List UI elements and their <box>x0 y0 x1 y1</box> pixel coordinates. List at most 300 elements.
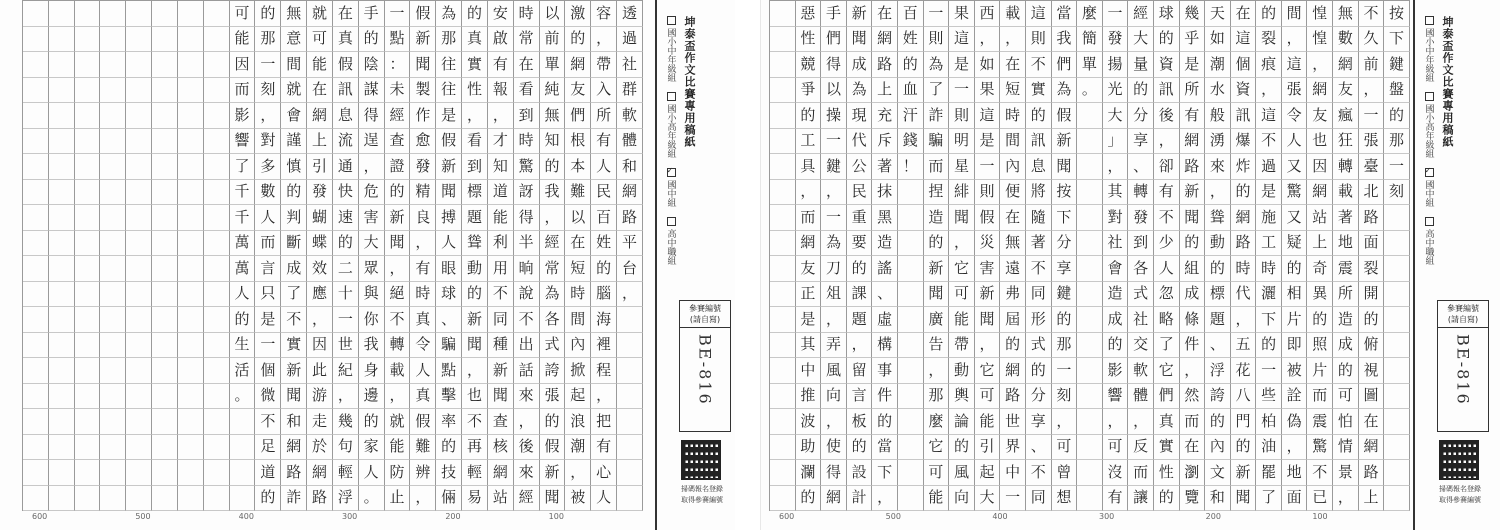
entry-label-text: 參賽編號 <box>1447 304 1479 313</box>
manuscript-cell: 實 <box>1154 435 1180 461</box>
manuscript-cell <box>204 78 230 104</box>
manuscript-cell: 常 <box>514 27 540 53</box>
grade-option[interactable] <box>663 92 679 158</box>
checkbox-icon[interactable] <box>1425 217 1434 226</box>
manuscript-cell: 間 <box>281 52 307 78</box>
manuscript-cell: 久 <box>1359 27 1385 53</box>
manuscript-cell: 已 <box>1307 486 1333 512</box>
manuscript-cell: 聞 <box>949 205 975 231</box>
manuscript-cell: 時 <box>410 282 436 308</box>
manuscript-cell: 製 <box>410 78 436 104</box>
manuscript-cell: 的 <box>1128 78 1154 104</box>
manuscript-cell: 推 <box>796 384 822 410</box>
manuscript-cell: 人 <box>591 154 617 180</box>
manuscript-cell: ， <box>1359 78 1385 104</box>
manuscript-cell <box>178 129 204 155</box>
manuscript-cell: 俎 <box>821 282 847 308</box>
manuscript-cell: 隨 <box>1026 205 1052 231</box>
manuscript-cell: 花 <box>1231 358 1257 384</box>
manuscript-cell: 而 <box>1307 384 1333 410</box>
manuscript-cell: 路 <box>1000 384 1026 410</box>
manuscript-cell: 享 <box>1052 256 1078 282</box>
manuscript-cell <box>126 256 152 282</box>
manuscript-cell <box>100 78 126 104</box>
manuscript-cell: ， <box>617 282 643 308</box>
manuscript-cell: 姓 <box>591 231 617 257</box>
manuscript-cell: 民 <box>591 180 617 206</box>
manuscript-cell: ， <box>255 103 281 129</box>
manuscript-cell: 發 <box>1103 27 1129 53</box>
manuscript-cell <box>898 460 924 486</box>
manuscript-cell <box>126 460 152 486</box>
manuscript-cell: 民 <box>847 180 873 206</box>
manuscript-cell <box>23 205 49 231</box>
scale-label: 500 <box>135 512 151 521</box>
manuscript-cell: 新 <box>436 154 462 180</box>
manuscript-cell <box>152 154 178 180</box>
manuscript-cell <box>898 435 924 461</box>
manuscript-cell: 在 <box>1000 205 1026 231</box>
manuscript-cell: 件 <box>1180 333 1206 359</box>
manuscript-cell: 式 <box>1026 333 1052 359</box>
manuscript-cell: 幾 <box>333 409 359 435</box>
manuscript-cell: 一 <box>1052 358 1078 384</box>
manuscript-cell: 動 <box>462 256 488 282</box>
manuscript-cell: 各 <box>540 307 566 333</box>
manuscript-cell: 的 <box>540 154 566 180</box>
manuscript-cell <box>178 256 204 282</box>
manuscript-cell: 的 <box>1154 27 1180 53</box>
manuscript-cell: 張 <box>540 384 566 410</box>
manuscript-cell: 計 <box>847 486 873 512</box>
manuscript-cell: 生 <box>230 333 256 359</box>
manuscript-cell <box>23 154 49 180</box>
manuscript-cell: 造 <box>924 205 950 231</box>
manuscript-cell: 於 <box>307 435 333 461</box>
manuscript-cell <box>617 384 643 410</box>
manuscript-cell: 訝 <box>514 180 540 206</box>
manuscript-cell: 點 <box>436 358 462 384</box>
grade-option[interactable] <box>1421 217 1437 265</box>
manuscript-cell: 真 <box>462 27 488 53</box>
manuscript-cell: 動 <box>949 358 975 384</box>
manuscript-cell: 具 <box>796 154 822 180</box>
manuscript-cell <box>49 307 75 333</box>
manuscript-cell: 邊 <box>359 384 385 410</box>
manuscript-cell: 的 <box>1307 307 1333 333</box>
manuscript-cell: 帶 <box>949 333 975 359</box>
manuscript-cell: 出 <box>514 333 540 359</box>
manuscript-cell <box>898 333 924 359</box>
manuscript-cell: 下 <box>1052 205 1078 231</box>
manuscript-cell: 一 <box>1384 154 1410 180</box>
manuscript-cell: 網 <box>1307 180 1333 206</box>
grade-label: 國小中年級組 <box>1423 28 1434 82</box>
manuscript-cell <box>23 384 49 410</box>
manuscript-cell <box>204 52 230 78</box>
manuscript-cell: 條 <box>1180 307 1206 333</box>
manuscript-cell: ， <box>924 358 950 384</box>
checked-box-icon[interactable] <box>667 168 676 177</box>
manuscript-cell: 種 <box>488 333 514 359</box>
manuscript-cell: 真 <box>1154 409 1180 435</box>
manuscript-cell <box>770 205 796 231</box>
manuscript-cell: 速 <box>333 205 359 231</box>
scale-label: 300 <box>1099 512 1115 521</box>
manuscript-cell: 地 <box>1333 231 1359 257</box>
manuscript-cell: 網 <box>307 460 333 486</box>
manuscript-cell: 油 <box>1256 435 1282 461</box>
manuscript-cell: 轉 <box>1128 180 1154 206</box>
manuscript-cell <box>126 78 152 104</box>
manuscript-cell: 無 <box>281 1 307 27</box>
manuscript-cell: 的 <box>796 486 822 512</box>
manuscript-cell: 門 <box>1231 409 1257 435</box>
manuscript-cell: 影 <box>230 103 256 129</box>
manuscript-cell <box>23 1 49 27</box>
manuscript-cell: 不 <box>1359 1 1385 27</box>
manuscript-cell: 使 <box>821 435 847 461</box>
manuscript-cell: 不 <box>385 307 411 333</box>
manuscript-cell: 走 <box>307 409 333 435</box>
manuscript-cell: 短 <box>1000 78 1026 104</box>
manuscript-cell: 虛 <box>872 307 898 333</box>
manuscript-cell <box>23 307 49 333</box>
manuscript-cell: 不 <box>1256 129 1282 155</box>
manuscript-cell: 網 <box>1307 78 1333 104</box>
grade-option[interactable] <box>663 168 679 207</box>
manuscript-cell <box>178 460 204 486</box>
manuscript-cell: 的 <box>1282 256 1308 282</box>
manuscript-cell: 性 <box>462 78 488 104</box>
manuscript-cell: ， <box>1205 180 1231 206</box>
manuscript-cell <box>204 180 230 206</box>
manuscript-cell <box>100 358 126 384</box>
manuscript-cell: 謠 <box>872 256 898 282</box>
manuscript-cell: 的 <box>1359 307 1385 333</box>
checkbox-icon[interactable] <box>1425 16 1434 25</box>
manuscript-cell <box>100 384 126 410</box>
manuscript-cell <box>178 435 204 461</box>
manuscript-cell: 作 <box>410 103 436 129</box>
manuscript-cell: 詮 <box>1282 384 1308 410</box>
manuscript-cell <box>230 435 256 461</box>
checked-box-icon[interactable] <box>1425 168 1434 177</box>
manuscript-cell <box>152 333 178 359</box>
manuscript-cell: 聞 <box>410 52 436 78</box>
manuscript-cell: 是 <box>1256 180 1282 206</box>
manuscript-cell <box>100 231 126 257</box>
manuscript-cell: 新 <box>540 460 566 486</box>
manuscript-cell: 把 <box>591 409 617 435</box>
manuscript-cell: 以 <box>821 78 847 104</box>
entry-number: BE-816 <box>1453 334 1473 406</box>
manuscript-cell: 良 <box>410 205 436 231</box>
manuscript-cell: 往 <box>436 52 462 78</box>
manuscript-cell: 才 <box>488 129 514 155</box>
manuscript-cell: ， <box>591 384 617 410</box>
manuscript-cell <box>100 460 126 486</box>
manuscript-cell: 報 <box>488 78 514 104</box>
manuscript-cell: 如 <box>975 52 1001 78</box>
manuscript-cell: ， <box>975 27 1001 53</box>
manuscript-cell: 它 <box>924 435 950 461</box>
manuscript-cell <box>204 282 230 308</box>
manuscript-cell: 浪 <box>565 409 591 435</box>
manuscript-cell: 擊 <box>436 384 462 410</box>
manuscript-cell: 和 <box>617 154 643 180</box>
manuscript-cell: 可 <box>975 384 1001 410</box>
manuscript-cell: 新 <box>924 256 950 282</box>
manuscript-cell: 式 <box>1128 282 1154 308</box>
grade-option[interactable] <box>1421 92 1437 158</box>
grade-option[interactable] <box>1421 16 1437 82</box>
manuscript-cell: 可 <box>1103 435 1129 461</box>
manuscript-cell: 世 <box>1000 409 1026 435</box>
manuscript-cell: 著 <box>872 154 898 180</box>
manuscript-cell <box>49 384 75 410</box>
manuscript-cell: 網 <box>307 103 333 129</box>
manuscript-cell <box>75 282 101 308</box>
manuscript-cell: 曾 <box>1052 460 1078 486</box>
manuscript-cell: 蝴 <box>307 205 333 231</box>
manuscript-cell: 以 <box>540 1 566 27</box>
manuscript-cell: 動 <box>1205 231 1231 257</box>
grade-option[interactable] <box>663 217 679 265</box>
manuscript-cell: 經 <box>1128 1 1154 27</box>
manuscript-cell <box>152 103 178 129</box>
manuscript-cell: 開 <box>1359 282 1385 308</box>
scale-label: 100 <box>1312 512 1328 521</box>
manuscript-cell: 果 <box>975 78 1001 104</box>
manuscript-cell: ！ <box>898 154 924 180</box>
manuscript-cell: 能 <box>307 52 333 78</box>
manuscript-cell: 了 <box>1256 486 1282 512</box>
manuscript-cell: 分 <box>1026 384 1052 410</box>
manuscript-cell: 了 <box>281 282 307 308</box>
manuscript-cell: 數 <box>255 180 281 206</box>
manuscript-cell <box>770 358 796 384</box>
grade-option[interactable] <box>1421 168 1437 207</box>
manuscript-cell: 這 <box>1282 52 1308 78</box>
manuscript-cell: 些 <box>1256 384 1282 410</box>
manuscript-cell: 八 <box>1231 384 1257 410</box>
manuscript-cell <box>178 282 204 308</box>
qr-caption <box>1425 484 1495 506</box>
manuscript-cell: 的 <box>255 1 281 27</box>
manuscript-cell: 瀾 <box>796 460 822 486</box>
manuscript-cell: ， <box>462 358 488 384</box>
manuscript-cell <box>898 282 924 308</box>
manuscript-cell: 則 <box>975 180 1001 206</box>
manuscript-cell: 代 <box>847 129 873 155</box>
manuscript-cell: 謀 <box>359 78 385 104</box>
qr-caption-line-2: 取得參賽編號 <box>1439 496 1481 504</box>
scale-label: 100 <box>548 512 564 521</box>
manuscript-cell <box>617 435 643 461</box>
manuscript-cell: 掀 <box>565 358 591 384</box>
manuscript-cell <box>1077 460 1103 486</box>
manuscript-cell: ， <box>410 231 436 257</box>
manuscript-cell: 個 <box>255 358 281 384</box>
manuscript-cell <box>49 52 75 78</box>
manuscript-cell: 的 <box>462 1 488 27</box>
manuscript-cell: 題 <box>1205 307 1231 333</box>
manuscript-cell: 圖 <box>1359 384 1385 410</box>
manuscript-cell: 的 <box>540 409 566 435</box>
manuscript-cell <box>204 129 230 155</box>
manuscript-cell: 千 <box>230 205 256 231</box>
manuscript-cell <box>23 435 49 461</box>
manuscript-cell: 能 <box>975 409 1001 435</box>
manuscript-cell: 柏 <box>1256 409 1282 435</box>
manuscript-cell: 聳 <box>1205 205 1231 231</box>
manuscript-cell: 浮 <box>333 486 359 512</box>
manuscript-cell <box>204 205 230 231</box>
manuscript-cell: 經 <box>385 103 411 129</box>
manuscript-cell: 的 <box>1154 486 1180 512</box>
manuscript-cell: 能 <box>385 435 411 461</box>
manuscript-cell: 就 <box>281 78 307 104</box>
manuscript-cell <box>1384 384 1410 410</box>
manuscript-cell: 得 <box>514 205 540 231</box>
manuscript-cell: 辨 <box>410 460 436 486</box>
manuscript-cell: ， <box>540 205 566 231</box>
manuscript-cell: 聞 <box>847 27 873 53</box>
scale-label: 600 <box>779 512 795 521</box>
manuscript-cell: 的 <box>1256 333 1282 359</box>
manuscript-cell: 友 <box>565 78 591 104</box>
manuscript-cell: 只 <box>255 282 281 308</box>
checkbox-icon[interactable] <box>667 92 676 101</box>
manuscript-cell <box>178 409 204 435</box>
manuscript-cell: 論 <box>949 409 975 435</box>
manuscript-cell: 幾 <box>1180 1 1206 27</box>
manuscript-cell: 流 <box>333 129 359 155</box>
manuscript-cell <box>75 486 101 512</box>
manuscript-cell: ， <box>1154 129 1180 155</box>
manuscript-cell: 聞 <box>462 333 488 359</box>
manuscript-cell <box>204 307 230 333</box>
manuscript-cell: 一 <box>255 333 281 359</box>
manuscript-cell <box>23 103 49 129</box>
manuscript-cell <box>49 129 75 155</box>
manuscript-cell: ， <box>1307 52 1333 78</box>
checkbox-icon[interactable] <box>1425 92 1434 101</box>
manuscript-cell: 假 <box>436 129 462 155</box>
manuscript-cell: 時 <box>1000 103 1026 129</box>
manuscript-cell: ， <box>1180 358 1206 384</box>
manuscript-cell: 卻 <box>1154 154 1180 180</box>
manuscript-cell: 形 <box>1026 307 1052 333</box>
manuscript-cell <box>898 205 924 231</box>
manuscript-cell <box>1077 205 1103 231</box>
manuscript-cell: 載 <box>1333 180 1359 206</box>
manuscript-cell: 爆 <box>1231 129 1257 155</box>
manuscript-cell: 的 <box>1103 333 1129 359</box>
manuscript-cell: 引 <box>975 435 1001 461</box>
manuscript-cell: ， <box>565 460 591 486</box>
manuscript-cell: 在 <box>565 231 591 257</box>
manuscript-cell: 面 <box>1359 231 1385 257</box>
manuscript-cell <box>152 460 178 486</box>
manuscript-cell <box>178 103 204 129</box>
manuscript-cell: 標 <box>462 180 488 206</box>
manuscript-cell <box>1077 358 1103 384</box>
manuscript-cell: 大 <box>359 231 385 257</box>
manuscript-cell: 那 <box>436 27 462 53</box>
manuscript-cell: 能 <box>488 205 514 231</box>
manuscript-cell: 而 <box>796 205 822 231</box>
manuscript-cell: 新 <box>462 307 488 333</box>
manuscript-cell <box>23 78 49 104</box>
manuscript-cell: 這 <box>1026 1 1052 27</box>
manuscript-cell: 發 <box>307 180 333 206</box>
manuscript-cell: 在 <box>1359 409 1385 435</box>
grade-option[interactable] <box>663 16 679 82</box>
checkbox-icon[interactable] <box>667 217 676 226</box>
manuscript-cell: 影 <box>1103 358 1129 384</box>
manuscript-cell: 載 <box>1000 1 1026 27</box>
manuscript-cell: 在 <box>514 52 540 78</box>
manuscript-cell: 不 <box>1307 460 1333 486</box>
manuscript-cell: 用 <box>488 256 514 282</box>
manuscript-cell <box>204 384 230 410</box>
manuscript-cell: 訊 <box>1231 103 1257 129</box>
manuscript-cell: 這 <box>975 103 1001 129</box>
manuscript-cell <box>152 129 178 155</box>
manuscript-cell: 絕 <box>385 282 411 308</box>
manuscript-cell: 啟 <box>488 27 514 53</box>
manuscript-cell: 爭 <box>796 78 822 104</box>
manuscript-cell: 簡 <box>1077 27 1103 53</box>
manuscript-cell: 社 <box>617 52 643 78</box>
manuscript-cell <box>617 460 643 486</box>
manuscript-grid-right <box>769 0 1410 511</box>
manuscript-cell <box>1384 435 1410 461</box>
manuscript-cell: 前 <box>1359 52 1385 78</box>
manuscript-cell: 訊 <box>1026 129 1052 155</box>
manuscript-cell: 的 <box>1231 180 1257 206</box>
manuscript-cell <box>1077 256 1103 282</box>
checkbox-icon[interactable] <box>667 16 676 25</box>
manuscript-cell: 言 <box>847 384 873 410</box>
manuscript-cell: 瘋 <box>1333 103 1359 129</box>
manuscript-cell: 為 <box>847 78 873 104</box>
manuscript-cell <box>126 103 152 129</box>
manuscript-cell <box>1384 358 1410 384</box>
manuscript-cell <box>152 486 178 512</box>
manuscript-cell: 和 <box>1205 486 1231 512</box>
manuscript-cell <box>75 154 101 180</box>
manuscript-cell: 真 <box>410 384 436 410</box>
manuscript-cell: ， <box>1052 409 1078 435</box>
grade-label: 國中組 <box>1423 180 1434 207</box>
manuscript-cell: 新 <box>385 205 411 231</box>
manuscript-cell <box>1077 486 1103 512</box>
manuscript-cell <box>770 282 796 308</box>
manuscript-cell: 浮 <box>1205 358 1231 384</box>
manuscript-cell: 網 <box>872 27 898 53</box>
manuscript-cell <box>152 435 178 461</box>
manuscript-cell: 根 <box>565 129 591 155</box>
manuscript-cell <box>1077 409 1103 435</box>
manuscript-cell: 資 <box>1154 52 1180 78</box>
manuscript-cell: 引 <box>307 154 333 180</box>
manuscript-cell: 無 <box>1000 231 1026 257</box>
manuscript-cell: 奇 <box>1307 256 1333 282</box>
manuscript-cell: 的 <box>255 486 281 512</box>
